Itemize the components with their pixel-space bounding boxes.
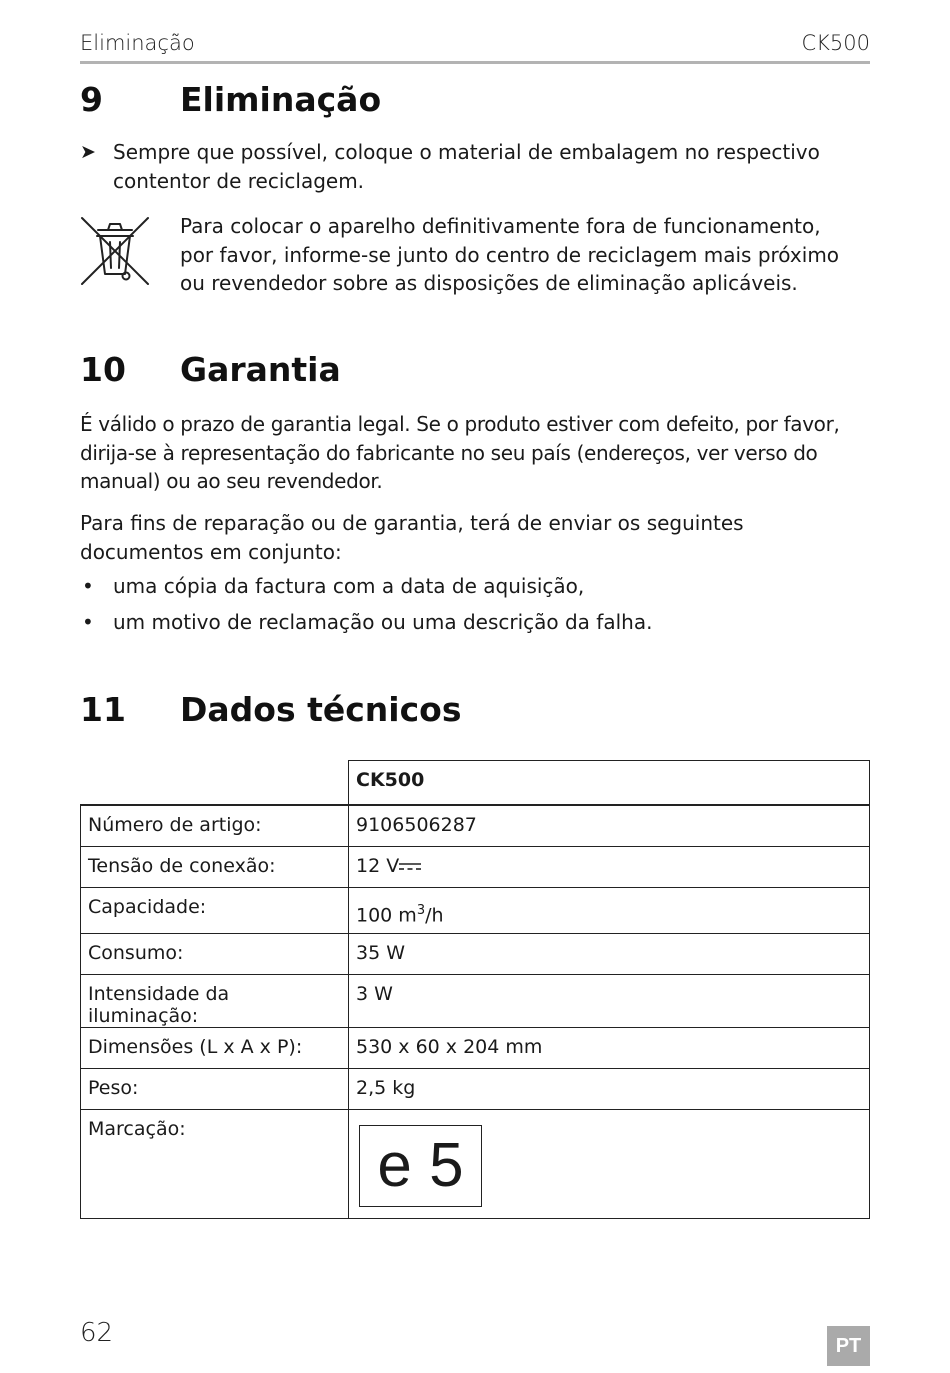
table-row (81, 975, 870, 1028)
spec-value: 2,5 kg (349, 1069, 870, 1110)
warranty-paragraph: É válido o prazo de garantia legal. Se o produto estiver com defeito, por favor, dirija-se à representação do fabricante no seu país (endereços, ver verso do manual) ou ao seu revendedor. (80, 412, 840, 493)
crossed-out-wheelie-bin-icon (80, 214, 150, 288)
e-mark-text: e 5 (377, 1131, 464, 1200)
disposal-note: Para colocar o aparelho definitivamente fora de funcionamento, por favor, informe-se junto do centro de reciclagem mais próximo ou revendedor sobre as disposições de eliminação aplicáveis. (180, 214, 840, 295)
voltage-value: 12 V (356, 855, 400, 877)
page-number: 62 (80, 1318, 114, 1348)
header-divider (80, 61, 870, 64)
section-11-number: 11 (80, 690, 126, 729)
instruction-arrow-icon: ➤ (80, 141, 96, 163)
spec-value-voltage (349, 847, 870, 888)
table-corner-cell (81, 761, 349, 806)
spec-label: Tensão de conexão: (81, 847, 349, 888)
table-row (81, 1028, 870, 1069)
packaging-instruction: Sempre que possível, coloque o material de embalagem no respectivo contentor de reciclagem. (113, 140, 820, 193)
bullet-marker: • (82, 574, 94, 598)
running-header-model: CK500 (801, 31, 870, 55)
spec-value: 530 x 60 x 204 mm (349, 1028, 870, 1069)
spec-label: Dimensões (L x A x P): (81, 1028, 349, 1069)
repair-paragraph: Para fins de reparação ou de garantia, terá de enviar os seguintes documentos em conjunto: (80, 511, 744, 564)
bullet-item-invoice: uma cópia da factura com a data de aquisição, (113, 574, 585, 598)
section-9-title: Eliminação (180, 80, 382, 119)
spec-label: Marcação: (81, 1110, 349, 1219)
section-10-number: 10 (80, 350, 126, 389)
technical-data-table (80, 760, 870, 1219)
spec-label: Intensidade da iluminação: (81, 975, 349, 1028)
table-row (81, 847, 870, 888)
section-11-title: Dados técnicos (180, 690, 462, 729)
table-row (81, 805, 870, 847)
bullet-marker: • (82, 610, 94, 634)
table-row (81, 1069, 870, 1110)
running-header-section: Eliminação (80, 31, 195, 55)
spec-label: Número de artigo: (81, 805, 349, 847)
spec-value: 3 W (349, 975, 870, 1028)
spec-value-marking (349, 1110, 870, 1219)
table-header-row (81, 761, 870, 806)
spec-value-capacity (349, 888, 870, 934)
table-row (81, 888, 870, 934)
table-row (81, 1110, 870, 1219)
spec-value: 35 W (349, 934, 870, 975)
capacity-unit: /h (425, 904, 444, 927)
table-row (81, 934, 870, 975)
section-9-number: 9 (80, 80, 103, 119)
dc-symbol-icon (399, 859, 421, 873)
spec-value: 9106506287 (349, 805, 870, 847)
language-badge: PT (827, 1326, 870, 1366)
section-10-title: Garantia (180, 350, 341, 389)
capacity-value: 100 m (356, 904, 417, 927)
e-mark-certification (359, 1125, 482, 1207)
bullet-item-complaint: um motivo de reclamação ou uma descrição da falha. (113, 610, 653, 634)
spec-label: Capacidade: (81, 888, 349, 934)
spec-label: Consumo: (81, 934, 349, 975)
capacity-exponent: 3 (416, 903, 426, 918)
model-column-header: CK500 (349, 761, 870, 806)
spec-label: Peso: (81, 1069, 349, 1110)
